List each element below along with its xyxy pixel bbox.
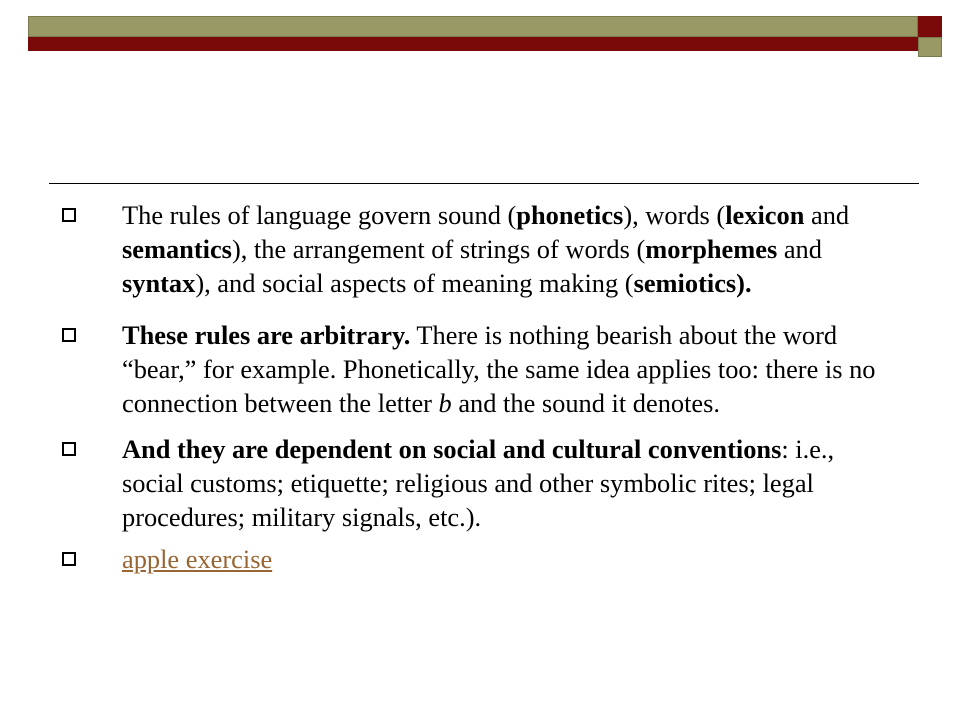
- bold-term: These rules are arbitrary.: [122, 320, 411, 350]
- text-run: The rules of language govern sound (: [122, 200, 517, 230]
- bullet-text: [122, 434, 834, 532]
- bullet-item-rules-of-language: [0, 198, 882, 300]
- text-run: and: [777, 234, 822, 264]
- bold-term: phonetics: [516, 200, 624, 230]
- text-run: ), words (: [623, 200, 726, 230]
- bullet-item-apple-exercise: [0, 542, 882, 576]
- header-bar-olive: [28, 16, 918, 37]
- text-run: and the sound it denotes.: [451, 388, 721, 418]
- bullet-text: [122, 200, 849, 298]
- hollow-square-bullet-icon: [62, 208, 76, 222]
- apple-exercise-link[interactable]: apple exercise: [122, 544, 273, 574]
- bullet-item-rules-arbitrary: [0, 318, 882, 420]
- bold-term: semiotics).: [633, 268, 752, 298]
- text-run: ), and social aspects of meaning making (: [195, 268, 634, 298]
- bold-term: morphemes: [645, 234, 778, 264]
- hollow-square-bullet-icon: [62, 552, 76, 566]
- header-corner-olive: [918, 37, 942, 57]
- header-corner-maroon: [918, 16, 942, 37]
- text-run: : i.e., social customs; etiquette; religious and other symbolic rites; legal procedures; military signals, etc.).: [122, 434, 835, 532]
- bold-term: And they are dependent on social and cultural conventions: [122, 434, 782, 464]
- italic-term: b: [438, 388, 452, 418]
- text-run: There is nothing bearish about the word “bear,” for example. Phonetically, the same idea applies too: there is no connection between the letter: [122, 320, 876, 418]
- bold-term: semantics: [122, 234, 232, 264]
- text-run: and: [804, 200, 850, 230]
- bullet-text: [122, 320, 876, 418]
- bullet-list: [0, 198, 960, 576]
- header-bar-maroon: [28, 37, 918, 51]
- bold-term: lexicon: [725, 200, 805, 230]
- title-divider: [49, 183, 919, 184]
- text-run: ), the arrangement of strings of words (: [231, 234, 646, 264]
- bold-term: syntax: [122, 268, 196, 298]
- bullet-item-social-conventions: [0, 432, 882, 534]
- hollow-square-bullet-icon: [62, 328, 76, 342]
- hollow-square-bullet-icon: [62, 442, 76, 456]
